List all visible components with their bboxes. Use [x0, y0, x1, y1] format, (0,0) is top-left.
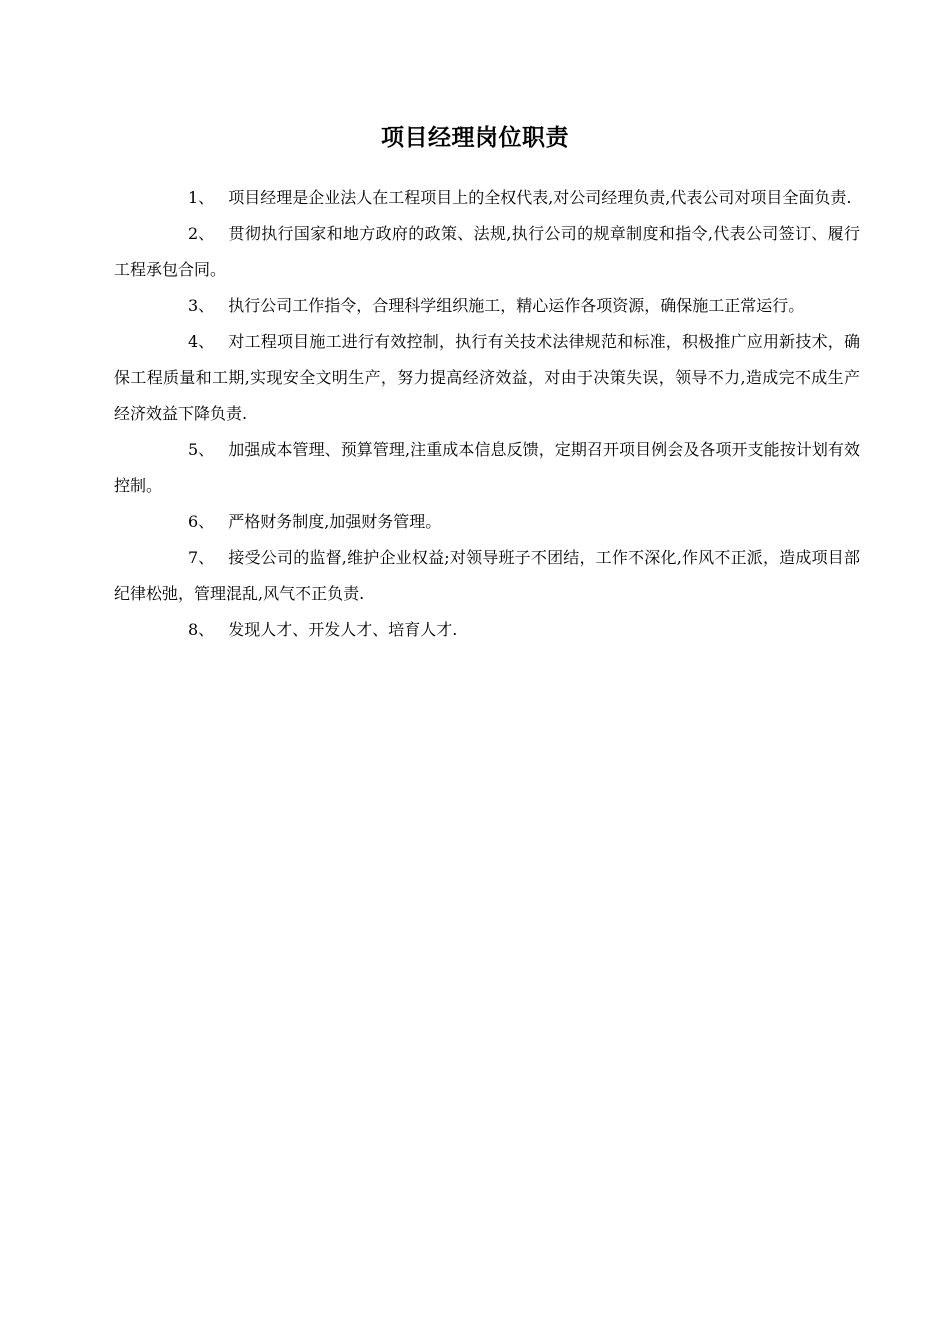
document-body [114, 180, 860, 648]
item-number: 6、 [188, 512, 215, 531]
item-number: 3、 [188, 296, 215, 315]
list-item [114, 540, 860, 612]
item-number: 5、 [188, 440, 215, 459]
item-number: 4、 [188, 332, 215, 351]
list-item [114, 612, 860, 648]
item-text: 对工程项目施工进行有效控制，执行有关技术法律规范和标准，积极推广应用新技术，确保工程质量和工期,实现安全文明生产，努力提高经济效益，对由于决策失误，领导不力,造成完不成生产经济效益下降负责. [114, 332, 860, 423]
item-text: 发现人才、开发人才、培育人才. [228, 620, 458, 639]
item-number: 8、 [188, 620, 215, 639]
list-item [114, 504, 860, 540]
list-item [114, 324, 860, 432]
list-item [114, 432, 860, 504]
list-item [114, 288, 860, 324]
list-item [114, 180, 860, 216]
item-text: 加强成本管理、预算管理,注重成本信息反馈，定期召开项目例会及各项开支能按计划有效控制。 [114, 440, 860, 495]
document-title: 项目经理岗位职责 [381, 124, 569, 151]
item-text: 接受公司的监督,维护企业权益;对领导班子不团结，工作不深化,作风不正派，造成项目部纪律松弛，管理混乱,风气不正负责. [114, 548, 860, 603]
item-number: 2、 [188, 224, 215, 243]
item-text: 贯彻执行国家和地方政府的政策、法规,执行公司的规章制度和指令,代表公司签订、履行工程承包合同。 [114, 224, 860, 279]
item-text: 执行公司工作指令，合理科学组织施工，精心运作各项资源，确保施工正常运行。 [228, 296, 805, 315]
item-text: 项目经理是企业法人在工程项目上的全权代表,对公司经理负责,代表公司对项目全面负责. [228, 188, 852, 207]
list-item [114, 216, 860, 288]
item-number: 1、 [188, 188, 215, 207]
item-text: 严格财务制度,加强财务管理。 [228, 512, 442, 531]
item-number: 7、 [188, 548, 215, 567]
